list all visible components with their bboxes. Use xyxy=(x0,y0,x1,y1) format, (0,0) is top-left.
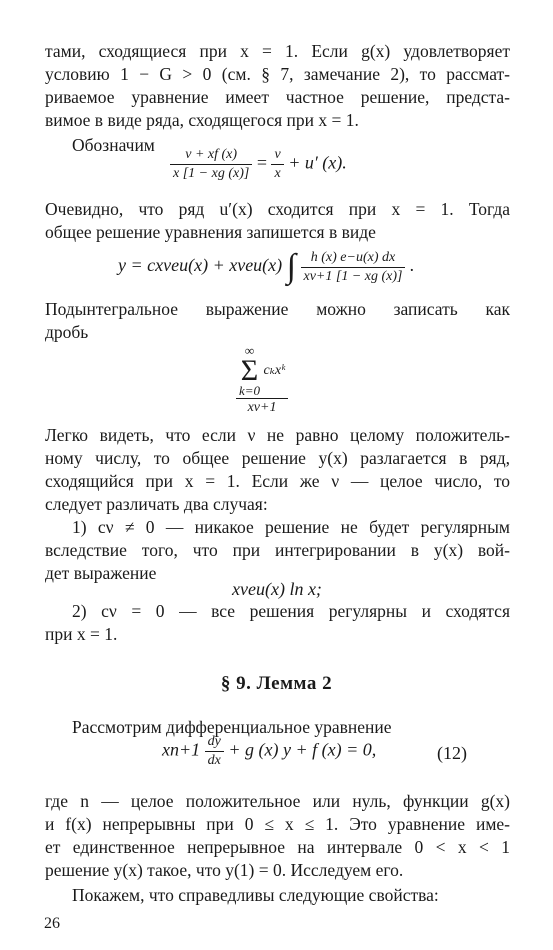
text-line: вследствие того, что при интегрировании в y(x) вой- xyxy=(45,540,510,560)
equation-lhs: y = cxνeu(x) + xνeu(x) xyxy=(118,255,283,276)
text-line: ет единственное непрерывное на интервале 0 < x < 1 xyxy=(45,837,510,857)
text-line: Подынтегральное выражение можно записать как xyxy=(45,299,510,319)
fraction xyxy=(170,146,252,183)
denominator: xν+1 xyxy=(247,400,277,415)
fraction xyxy=(205,733,224,770)
text-line: Обозначим xyxy=(72,135,155,155)
text-line: 2) cν = 0 — все решения регулярны и сходятся xyxy=(72,601,510,621)
denominator: x xyxy=(274,166,281,181)
denominator: x [1 − xg (x)] xyxy=(173,166,250,181)
equation-tail: . xyxy=(409,255,415,276)
numerator: ν + xf (x) xyxy=(170,146,252,165)
text-line: тами, сходящиеся при x = 1. Если g(x) удовлетворяет xyxy=(45,41,510,61)
equation-4: xνeu(x) ln x; xyxy=(232,579,322,599)
numerator xyxy=(236,344,288,399)
text-line: общее решение уравнения запишется в виде xyxy=(45,222,376,242)
text-line: Легко видеть, что если ν не равно целому положитель- xyxy=(45,425,510,445)
text-line: Рассмотрим дифференциальное уравнение xyxy=(72,717,392,737)
text-line: решение y(x) такое, что y(1) = 0. Исследуем его. xyxy=(45,860,404,880)
text-line: Очевидно, что ряд u′(x) сходится при x = 1. Тогда xyxy=(45,199,510,219)
section-heading: § 9. Лемма 2 xyxy=(220,673,333,694)
page-number: 26 xyxy=(44,915,60,932)
numerator: h (x) e−u(x) dx xyxy=(301,249,406,268)
numerator: ν xyxy=(271,146,283,165)
integral-sign: ∫ xyxy=(286,248,296,285)
sum-sign: ∞ Σ k=0 xyxy=(239,343,261,398)
equation-1: $\frac{\nu + xf (x)}{x [1 - xg (x)]}$ = $\frac{\nu}{x}$ + u′ (x). xyxy=(170,146,347,183)
text-line: при x = 1. xyxy=(45,624,118,644)
text-line: и f(x) непрерывны при 0 ≤ x ≤ 1. Это уравнение име- xyxy=(45,814,510,834)
text-line: дет выражение xyxy=(45,563,157,583)
fraction xyxy=(301,249,406,286)
denominator: dx xyxy=(207,753,221,768)
equation-5 xyxy=(162,733,510,770)
text-line: вимое в виде ряда, сходящегося при x = 1. xyxy=(45,110,359,130)
text-line: условию 1 − G > 0 (см. § 7, замечание 2), то рассмат- xyxy=(45,64,510,84)
text-line: дробь xyxy=(45,322,89,342)
equation-number: (12) xyxy=(437,743,467,763)
equation-tail: + u′ (x). xyxy=(288,152,347,173)
text-line: Покажем, что справедливы следующие свойства: xyxy=(72,885,439,905)
text-line: следует различать два случая: xyxy=(45,494,268,514)
text-line: где n — целое положительное или нуль, функции g(x) xyxy=(45,791,510,811)
equation-2 xyxy=(118,248,414,286)
sum-body: cₖxᵏ xyxy=(263,363,286,379)
text-line: 1) cν ≠ 0 — никакое решение не будет регулярным xyxy=(72,517,510,537)
equation-tail: + g (x) y + f (x) = 0, xyxy=(228,739,377,760)
numerator: dy xyxy=(205,733,224,752)
fraction xyxy=(271,146,283,183)
fraction xyxy=(236,344,288,417)
text-line: сходящийся при x = 1. Если же ν — целое число, то xyxy=(45,471,510,491)
denominator: xν+1 [1 − xg (x)] xyxy=(303,268,403,284)
text-line: ному числу, то общее решение y(x) разлагается в ряд, xyxy=(45,448,510,468)
text-line: риваемое уравнение имеет частное решение, предста- xyxy=(45,87,510,107)
equation-lhs: xn+1 xyxy=(162,739,201,760)
equation-3 xyxy=(236,344,288,417)
